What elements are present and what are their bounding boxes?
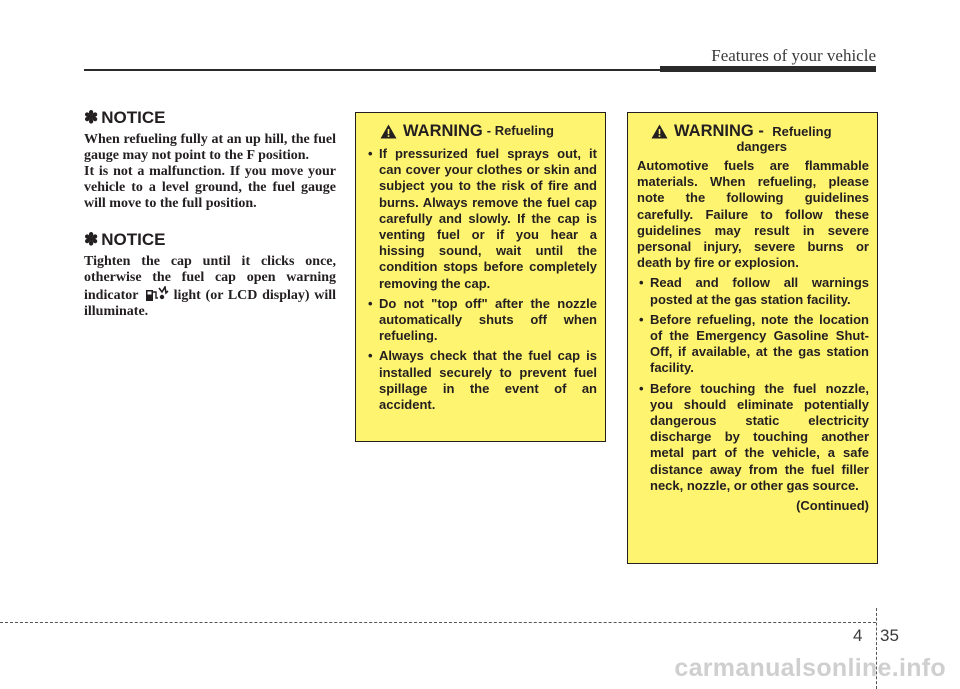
- list-item: • If pressurized fuel sprays out, it can cover your clothes or skin and subject you to the risk of fire and burns. Always remove the fuel cap carefully and slowly. If the cap is venting fuel or if you hear a hissing sound, wait until the condition stops before completely removing the cap.: [366, 146, 597, 292]
- notice-text-before-icon: Tighten the cap until it clicks once, otherwise the fuel cap open warning indicator: [84, 254, 336, 303]
- notice-paragraph: [84, 254, 336, 320]
- warning-bullet-list: [366, 146, 597, 413]
- page-number: 35: [880, 626, 899, 645]
- notice-1: [84, 108, 336, 212]
- warning-bullet-list: [637, 275, 869, 494]
- list-item: • Always check that the fuel cap is installed securely to prevent fuel spillage in the event of an accident.: [366, 348, 597, 413]
- warning-header: [637, 122, 869, 154]
- warning-intro: Automotive fuels are flammable materials. When refueling, please note the following guidelines carefully. Failure to follow these guidelines may result in severe personal injury, severe burns or death by fire or explosion.: [637, 158, 869, 271]
- notice-title: [84, 230, 336, 250]
- list-item: • Do not "top off" after the nozzle automatically shuts off when refueling.: [366, 296, 597, 345]
- notice-title: [84, 108, 336, 128]
- header-rule-accent: [660, 66, 876, 72]
- footer-rule: [0, 622, 876, 623]
- warning-subtitle: Refueling: [772, 124, 832, 139]
- list-item: • Read and follow all warnings posted at the gas station facility.: [637, 275, 869, 307]
- notice-paragraph: When refueling fully at an up hill, the fuel gauge may not point to the F position.: [84, 132, 336, 163]
- watermark: carmanualsonline.info: [674, 654, 946, 682]
- chapter-number: 4: [853, 626, 863, 645]
- warning-subtitle: - Refueling: [486, 123, 554, 138]
- warning-header: [366, 122, 597, 140]
- warning-dangers-box: [627, 112, 878, 564]
- warning-triangle-icon: [651, 124, 668, 139]
- section-title: Features of your vehicle: [711, 46, 876, 65]
- asterisk-icon: ✽: [84, 230, 99, 249]
- list-item: • Before refueling, note the location of the Emergency Gasoline Shut-Off, if available, at the gas station facility.: [637, 312, 869, 377]
- list-item: • Before touching the fuel nozzle, you should eliminate potentially dangerous static electricity discharge by touching another metal part of the vehicle, a safe distance away from the fuel filler neck, nozzle, or other gas source.: [637, 381, 869, 494]
- fuel-cap-open-warning-icon: [143, 286, 169, 302]
- warning-title: WARNING: [403, 122, 483, 140]
- notice-text-after-icon: light (or LCD display) will illuminate.: [84, 288, 337, 319]
- notice-2: [84, 230, 336, 320]
- notice-title-text: NOTICE: [101, 108, 166, 127]
- warning-title: WARNING -: [674, 122, 764, 140]
- warning-subtitle-continued: dangers: [736, 139, 788, 154]
- asterisk-icon: ✽: [84, 108, 99, 127]
- notice-paragraph: It is not a malfunction. If you move your vehicle to a level ground, the fuel gauge will move to the full position.: [84, 164, 336, 211]
- continued-label: (Continued): [796, 498, 869, 514]
- notice-column: [84, 108, 336, 320]
- notice-title-text: NOTICE: [101, 230, 166, 249]
- warning-refueling-box: [355, 112, 606, 442]
- warning-triangle-icon: [380, 124, 397, 139]
